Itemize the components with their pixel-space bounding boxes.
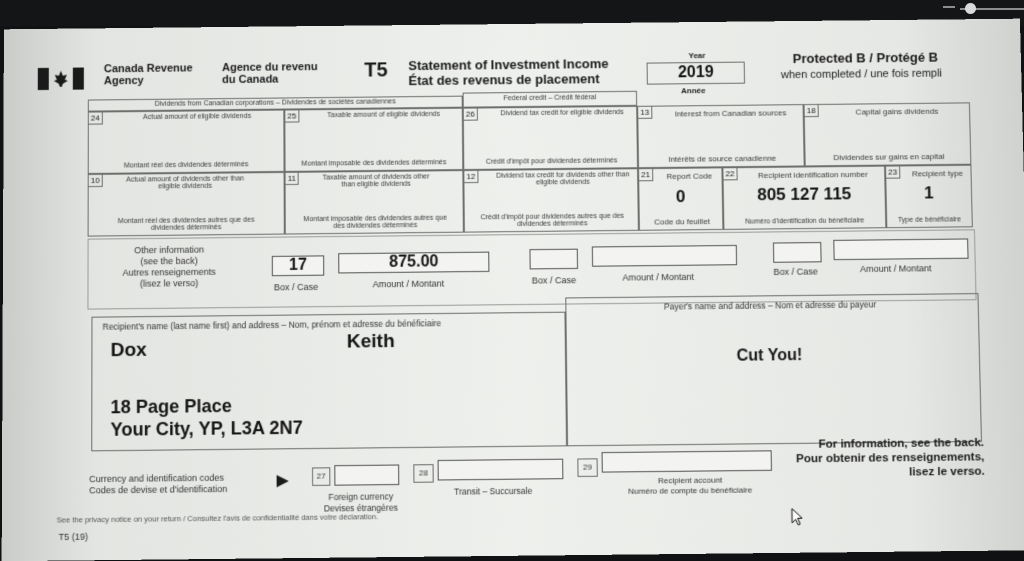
box-28-input[interactable]	[438, 459, 564, 481]
cra-name-fr: Agence du revenu du Canada	[222, 61, 318, 87]
form-title-fr: État des revenus de placement	[408, 71, 600, 89]
arrow-right-icon	[276, 474, 290, 489]
recipient-type-value: 1	[923, 183, 934, 203]
recipient-address-line-2: Your City, YP, L3A 2N7	[110, 417, 303, 440]
payer-name: Cut You!	[736, 346, 803, 365]
other-info-label: Other information (see the back) Autres renseignements (lisez le verso)	[122, 244, 216, 289]
box-28-num: 28	[413, 464, 433, 483]
box-27-num: 27	[312, 467, 330, 486]
recipient-label: Recipient's name (last name first) and address – Nom, prénom et adresse du bénéficiaire	[102, 318, 442, 332]
report-code-value: 0	[675, 186, 686, 207]
zoom-out-icon[interactable]	[943, 6, 955, 8]
other-info-amount-2[interactable]	[592, 245, 737, 267]
box-25: 25 Taxable amount of eligible dividends Montant imposable des dividendes déterminés	[284, 108, 463, 172]
other-info-amount-1[interactable]: 875.00	[338, 252, 489, 274]
box-28-label: Transit – Succursale	[454, 485, 533, 497]
box-27-label: Foreign currency Devises étrangères	[323, 491, 399, 514]
federal-credit-header: Federal credit – Crédit fédéral	[463, 91, 638, 108]
box-26: 26 Dividend tax credit for eligible dividends Crédit d'impôt pour dividendes déterminés	[463, 106, 638, 170]
box-18: 18 Capital gains dividends Dividendes sur gains en capital	[804, 102, 972, 166]
other-info-box-1[interactable]: 17	[272, 255, 324, 276]
protected-sub: when completed / une fois rempli	[780, 67, 943, 82]
other-information: Other information (see the back) Autres renseignements (lisez le verso) 17 875.00 Box / Case Amount / Montant Box / Case Amount / Montant Box / Case Amount / Montant	[87, 229, 976, 309]
box-13: 13 Interest from Canadian sources Intérêts de source canadienne	[637, 104, 805, 168]
recipient-id-value: 805 127 115	[757, 184, 852, 205]
info-note: For information, see the back. Pour obtenir des renseignements, lisez le verso.	[795, 436, 985, 479]
year-label: Year	[688, 50, 706, 61]
dividends-header: Dividends from Canadian corporations – Dividendes de sociétés canadiennes	[88, 96, 463, 112]
zoom-slider-handle[interactable]	[965, 3, 976, 14]
payer-section	[565, 293, 982, 446]
box-23: 23 Recipient type 1 Type de bénéficiaire	[885, 165, 973, 228]
box-21: 21 Report Code 0 Code du feuillet	[638, 167, 723, 230]
other-info-box-2[interactable]	[529, 249, 578, 270]
box-24: 24 Actual amount of eligible dividends Montant réel des dividendes déterminés	[88, 110, 285, 174]
box-12: 12 Dividend tax credit for dividends other than eligible dividends Crédit d'impôt pour dividendes autres que des dividendes déterminés	[463, 168, 639, 232]
privacy-notice: See the privacy notice on your return / Consultez l'avis de confidentialité dans votre déclaration.	[56, 511, 379, 525]
recipient-first-name: Keith	[346, 330, 395, 353]
currency-codes-label: Currency and identification codes Codes de devise et d'identification	[89, 472, 228, 496]
protected-label: Protected B / Protégé B	[792, 49, 939, 67]
box-29-num: 29	[577, 458, 597, 477]
box-11: 11 Taxable amount of dividends other than eligible dividends Montant imposable des dividendes autres que des dividendes déterminés	[285, 170, 464, 234]
cra-name-en: Canada Revenue Agency	[103, 62, 193, 88]
box-27-input[interactable]	[334, 465, 399, 486]
year-label-fr: Année	[680, 86, 706, 96]
box-10: 10 Actual amount of dividends other than eligible dividends Montant réel des dividendes autres que des dividendes déterminés	[88, 172, 285, 237]
mouse-cursor-icon	[791, 507, 804, 526]
canada-flag-icon	[38, 68, 84, 91]
form-version: T5 (19)	[58, 531, 89, 543]
recipient-address-line-1: 18 Page Place	[110, 395, 232, 418]
box-22: 22 Recipient identification number 805 127 115 Numéro d'identification du bénéficiaire	[722, 166, 886, 230]
payer-label: Payer's name and address – Nom et adresse du payeur	[663, 299, 877, 312]
form-code: T5	[364, 59, 388, 82]
other-info-box-3[interactable]	[773, 242, 822, 263]
year-value: 2019	[677, 63, 714, 82]
box-29-label: Recipient account Numéro de compte du bénéficiaire	[628, 475, 753, 496]
recipient-section	[91, 312, 567, 452]
t5-form	[2, 19, 1024, 561]
year-box	[647, 62, 745, 85]
box-29-input[interactable]	[602, 450, 772, 472]
form-title-en: Statement of Investment Income	[408, 56, 609, 74]
other-info-amount-3[interactable]	[833, 238, 968, 260]
recipient-last-name: Dox	[110, 339, 147, 362]
